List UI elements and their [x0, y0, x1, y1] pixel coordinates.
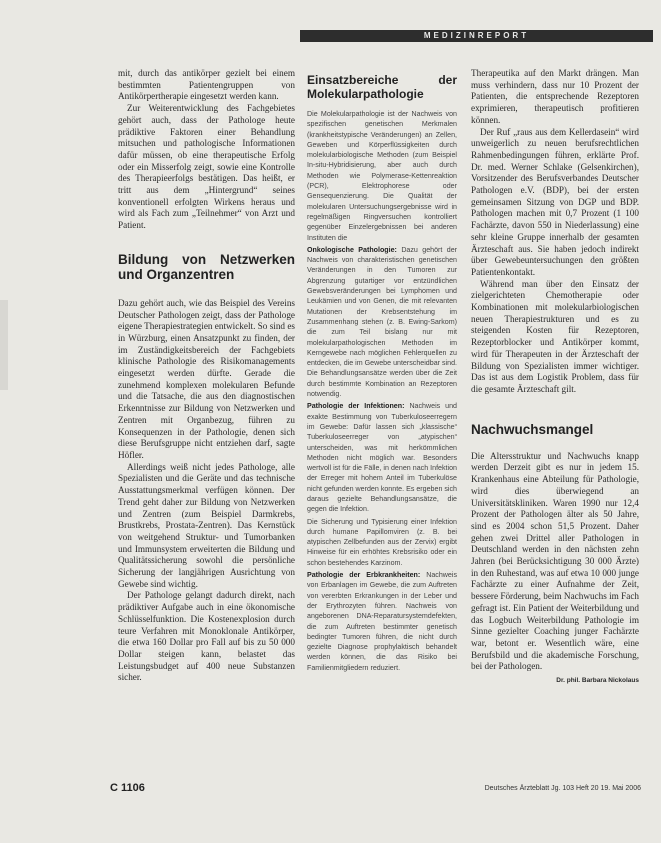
journal-citation: Deutsches Ärzteblatt Jg. 103 Heft 20 19. Mai 2006 — [484, 785, 641, 792]
paragraph-text: Dazu gehört der Nachweis von charakteristischen genetischen Veränderungen in den Tumoren zur Abgrenzung gutartiger vor entzündlichen Gewebsveränderungen bei Lymphomen und Leukämien und von Genen, die mit relevanten Mutationen der Krebsentstehung im Zusammenhang stehen (z. B. Ewing-Sarkom) die zum Teil bislang nur mit molekularpathologischen Methoden im Kerngewebe nach möglichen Fehlerquellen zu entdecken, die im Gewebe unterscheidbar sind. Die Behandlungsansätze werden über die Zeit durch bestimmte Kombination an Rezeptoren notwendig. — [307, 245, 458, 399]
paragraph: Zur Weiterentwicklung des Fachgebietes gehört auch, dass der Pathologe heute prädiktive Faktoren einer Behandlung mitsuchen und pathologische Informationen dafür müssen, ob eine therapeutische Erfolg oder ein Misserfolg zeigt, sowie eine Kontrolle des Therapieerfolgs bestätigen. Das heißt, er tritt aus dem „Hintergrund“ seines konventionell erfolgten Wirkens heraus und wird als Fach zum „Teilnehmer“ von Arzt und Patient. — [118, 103, 295, 231]
paragraph-text: Nachweis und exakte Bestimmung von Tuberkuloseerregern im Gewebe: Dafür lassen sich „klassische“ Tuberkuloseerreger von „atypischen“ unterscheiden, was mit herkömmlichen Methoden nicht möglich war. Besonders wertvoll ist für die Fälle, in denen nach Infektion der Erreger mit hohem Anteil im Tuberkulöse nicht gefunden werden konnte. Es ergeben sich daraus gezielte Behandlungsansätze, die gegen die Infektion. — [307, 402, 457, 514]
paragraph: Die Altersstruktur und Nachwuchs knapp werden Derzeit gibt es nur in jedem 15. Krankenhaus eine Abteilung für Pathologie, wird dies überwiegend an Universitätskliniken. Waren 1990 nur 12,4 Prozent der Pathologen älter als 50 Jahre, sind es 2004 schon 51,5 Prozent. Daher gehen zwei Drittel aller Pathologen in Deutschland werden in den nächsten zehn Jahren (bei Berücksichtigung 30 000 Ärzte) in den Ruhestand, was auf etwa 10 000 junge Fachärzte zu einer Aufnahme der Zeit, bessere Förderung, beim Nachwuchs im Fach gefragt ist. Ein Patient der Weiterbildung und das Logbuch Weiterbildung Pathologie im Sinne gezielter Coaching junger Fachärzte war, betont er. Wesentlich wäre, eine Berufsbild und die akademische Forschung, bei der Pathologen. — [471, 450, 639, 672]
paragraph: Allerdings weiß nicht jedes Pathologe, alle Spezialisten und die Geräte und das technische Ausstattungsmerkmal verfügen können. Der Trend geht daher zur Bildung von Netzwerken und Zentren (zum Beispiel Darmkrebs, Brustkrebs, Prostata-Zentren). Das Kernstück von weitgehend Struktur- und Tumorbanken und Immunsystem erweiterten die Bildung und Qualitätssicherung sowohl die persönliche Sicherung der langjährigen Ausrichtung von Gewebe sind wichtig. — [118, 461, 295, 589]
paragraph: Der Ruf „raus aus dem Kellerdasein“ wird unweigerlich zu neuen berufsrechtlichen Rahmenbedingungen führen, erklärte Prof. Dr. med. Werner Schlake (Gelsenkirchen), Vorsitzender des Berufsverbandes Deutscher Pathologen e.V. (BDP), bei der ersten gemeinsamen Sitzung von DGP und BDP. Pathologen machen mit 0,7 Prozent (1 100 Fachärzte, davon 550 in Niederlassung) eine sehr kleine Gruppe innerhalb der gesamten Ärzteschaft aus. Sie haben jedoch indirekt über Gewebeuntersuchungen den größten Patientenkontakt. — [471, 126, 639, 277]
column-3 — [471, 68, 639, 687]
subheading: Bildung von Netzwerken und Organzentren — [118, 251, 295, 282]
subheading: Nachwuchsmangel — [471, 421, 594, 437]
paragraph — [307, 570, 457, 673]
author-byline: Dr. phil. Barbara Nickolaus — [556, 677, 639, 685]
paragraph: Die Molekularpathologie ist der Nachweis von spezifischen genetischen Merkmalen (krankheitstypische Veränderungen) an Zellen, Geweben und Körperflüssigkeiten durch molekularbiologische Methoden (zum Beispiel In-situ-Hybridisierung, aber auch durch Methoden wie Polymerase-Kettenreaktion (PCR), Elektrophorese oder Gensequenzierung. Die Qualität der molekularen Untersuchungsergebnisse wird in regelmäßigen Ringversuchen kontrolliert gegenüber Einzelergebnissen bei anderen Instituten die — [307, 110, 457, 242]
info-box — [307, 68, 457, 675]
paragraph: Der Pathologe gelangt dadurch direkt, nach prädiktiver Aufgabe auch in eine ökonomische Schlüsselfunktion. Die Kostenexplosion durch teure Verfahren mit Monoklonale Antikörper, die etwa 160 Dollar pro Fall auf bis zu 50 000 Dollar steigen kann, belastet das Leistungsbudget auf 400 neue Substanzen sicher. — [118, 590, 295, 683]
section-header: MEDIZINREPORT — [300, 30, 653, 42]
info-box-title: Einsatzbereiche der Molekularpathologie — [307, 73, 457, 101]
paragraph: Dazu gehört auch, wie das Beispiel des Vereins Deutscher Pathologen zeigt, dass der Pathologe eigene Therapiestrategien entwickelt. So sind es in Würzburg, einen Ansatzpunkt zu finden, der im Zuständigkeitsbereich der Fachgebiets klinische Pathologie des Risikomanagements eingesetzt werden dürfte. Gerade die zunehmend komplexen molekularen Befunde und die Tatsache, die aus den diagnostischen Erkenntnisse zur Bildung von Netzwerken und Zentren mit Organbezug, führen zu Konsequenzen in der Pathologie, denen sich diese Berufsgruppe nicht entziehen darf, sagte Höfler. — [118, 297, 295, 460]
scan-edge-mark — [0, 300, 8, 390]
paragraph — [307, 401, 457, 514]
paragraph: Therapeutika auf den Markt drängen. Man muss verhindern, dass nur 10 Prozent der Patienten, die entsprechende Rezeptoren exprimieren, therapeutisch profitieren können. — [471, 68, 639, 125]
inline-label: Pathologie der Erbkrankheiten: — [307, 571, 421, 580]
page-number: C 1106 — [110, 782, 145, 794]
paragraph: Die Sicherung und Typisierung einer Infektion durch humane Papillomviren (z. B. bei atypischen Zellbefunden aus der Zervix) ergibt Hinweise für ein erhöhtes Krebsrisiko oder ein schon bestehendes Karzinom. — [307, 517, 457, 567]
paragraph: Während man über den Einsatz der zielgerichteten Chemotherapie oder Kombinationen mit molekularbiologischen neuen Therapiestrukturen und es zu steigenden Kosten für Rezeptoren, Rezeptorblocker und Antikörper kommt, wird für Therapeuten in der Ärzteschaft der Bildung von Spezialisten immer wichtiger. Das ist aus dem Logistik Problem, dass für die gesamte Ärzteschaft gilt. — [471, 278, 639, 394]
paragraph — [307, 245, 457, 399]
paragraph-text: Nachweis von Erbanlagen im Gewebe, die zum Auftreten von vererbten Erkrankungen in der Leber und der Erythrozyten führen. Nachweis von angeborenen DNA-Reparatursystemdefekten, die zum Auftreten bestimmter genetisch bedingter Tumoren führen, die nicht durch gezielte Diagnose prophylaktisch behandelt werden können, die das Risiko bei Familienmitgliedern reduziert. — [307, 571, 457, 672]
info-box-body — [307, 109, 457, 673]
inline-label: Pathologie der Infektionen: — [307, 402, 405, 411]
column-1 — [118, 68, 295, 684]
inline-label: Onkologische Pathologie: — [307, 245, 397, 254]
paragraph: mit, durch das antikörper gezielt bei einem bestimmten Patientengruppen von Antikörpertherapie eingesetzt werden kann. — [118, 68, 295, 102]
